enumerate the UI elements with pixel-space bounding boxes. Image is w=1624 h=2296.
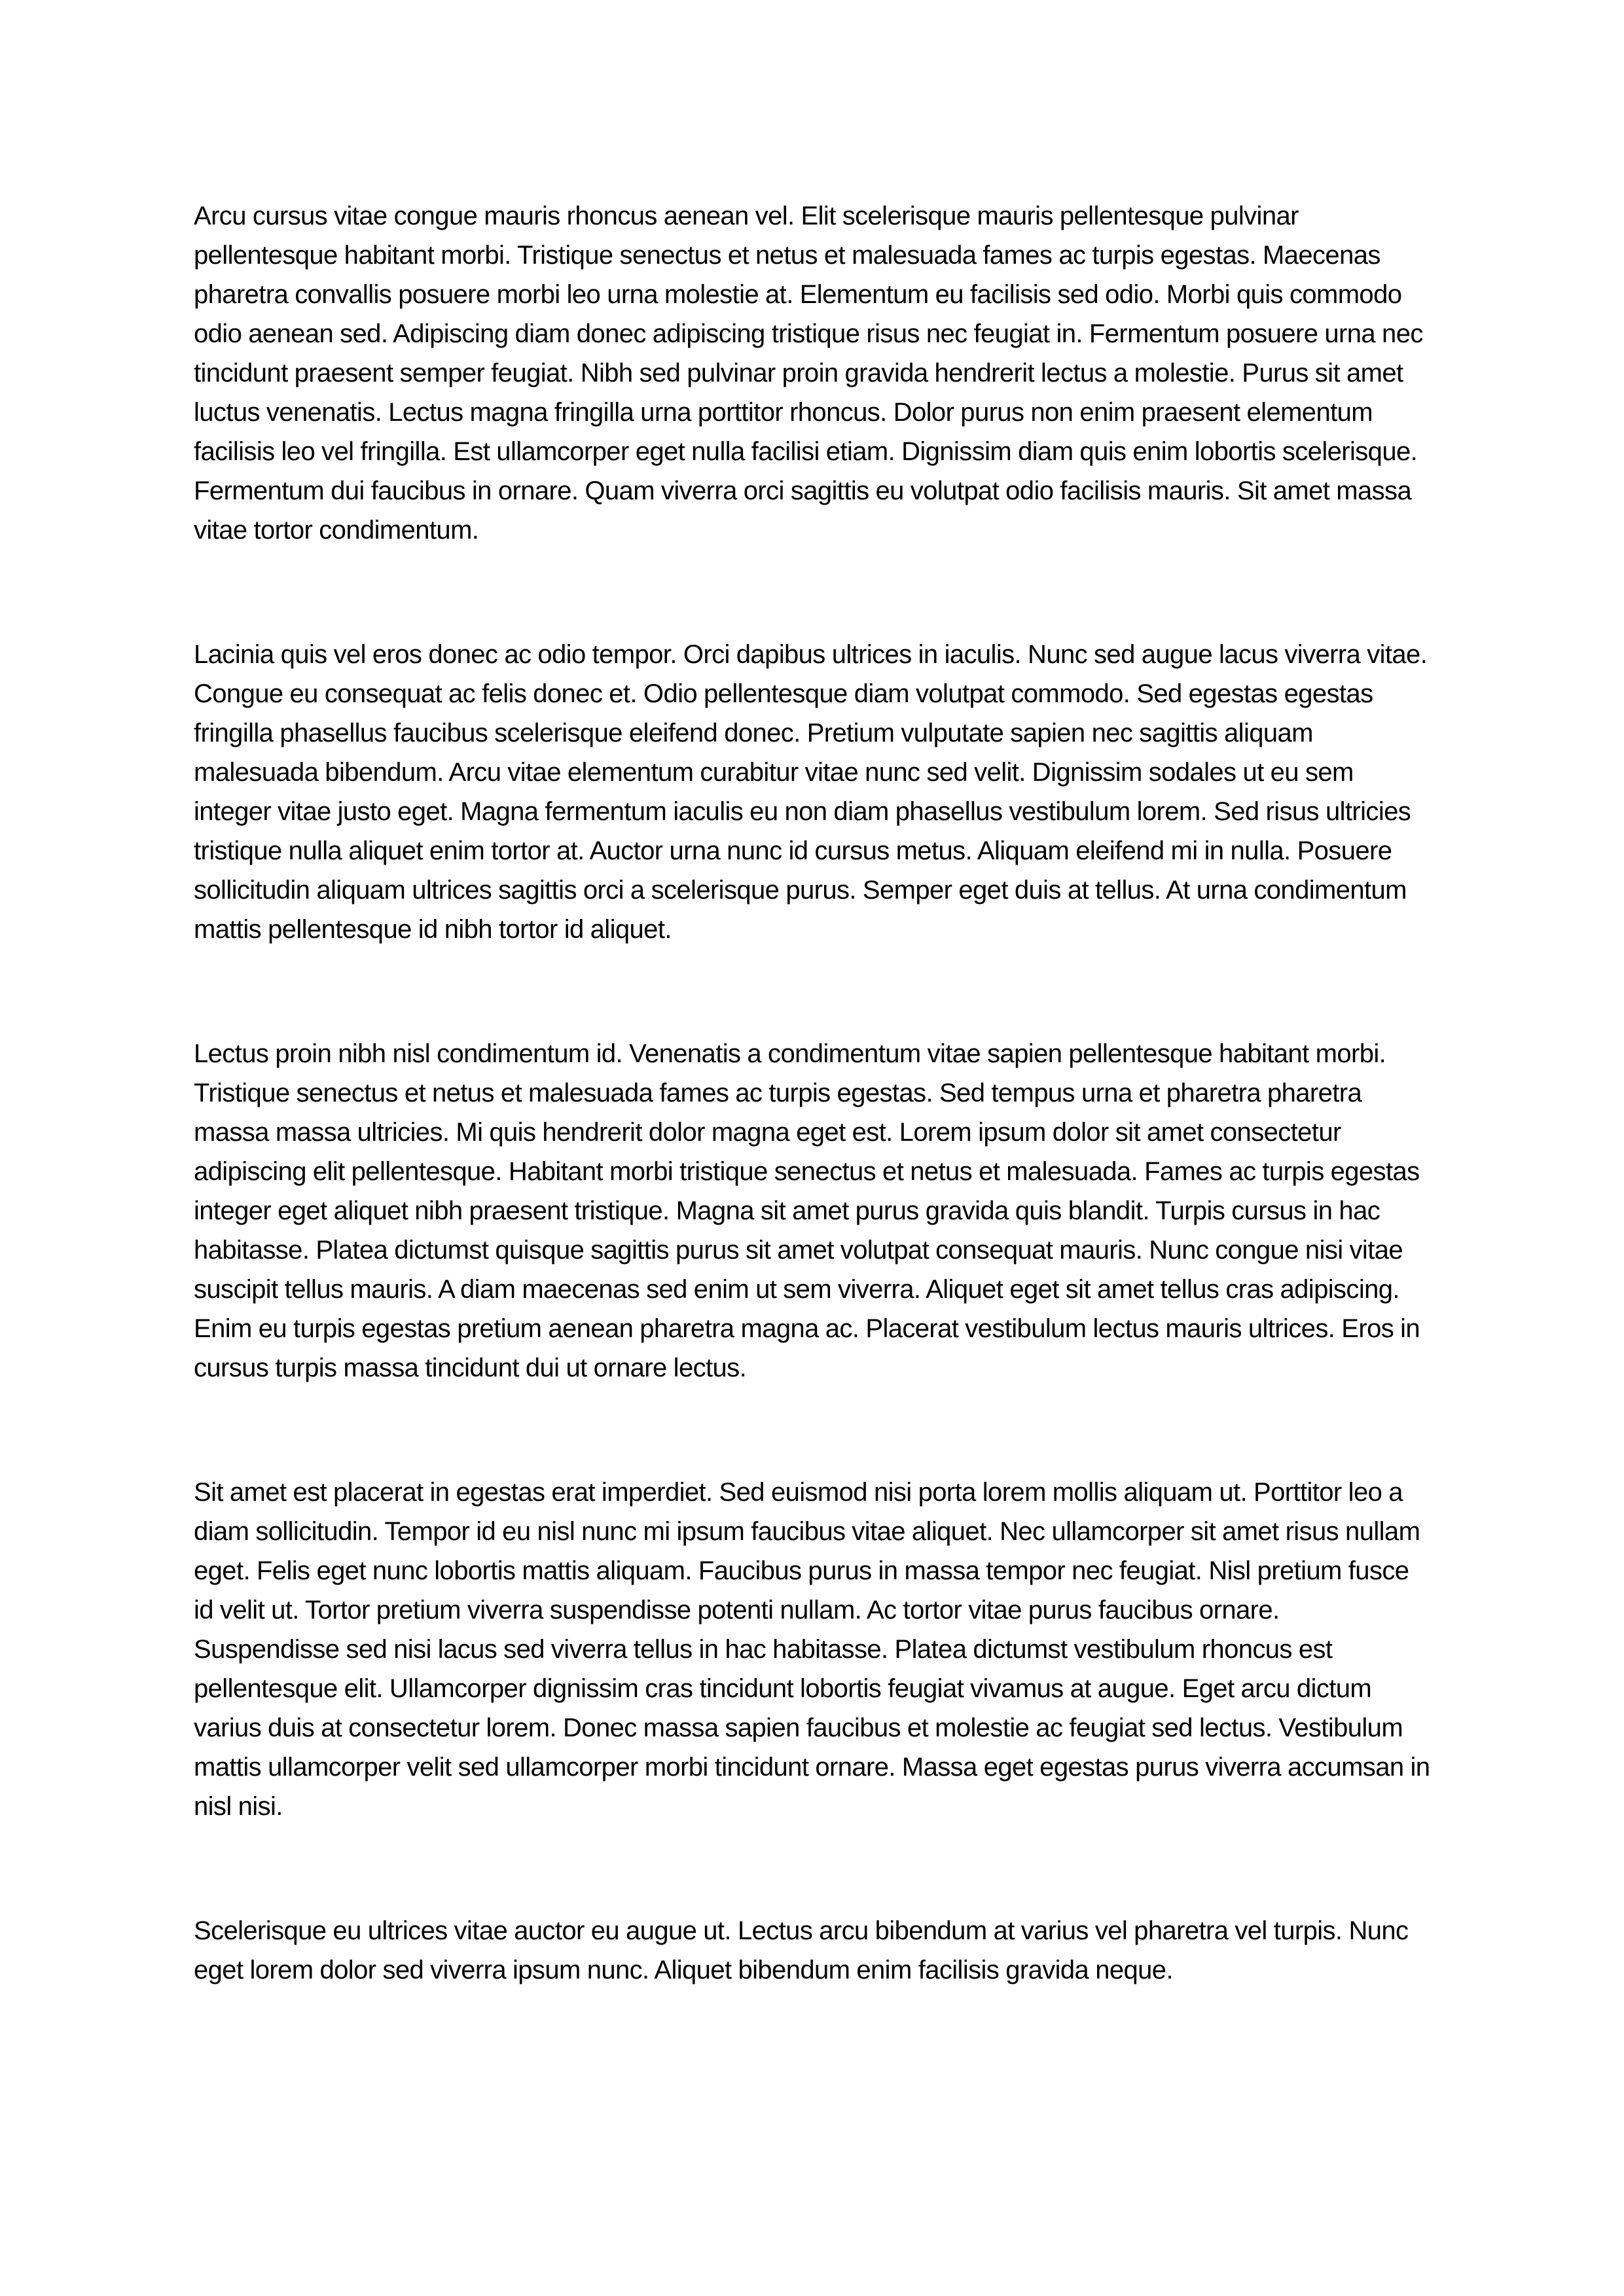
paragraph: Arcu cursus vitae congue mauris rhoncus aenean vel. Elit scelerisque mauris pellentesque pulvinar pellentesque habitant morbi. Tristique senectus et netus et malesuada fames ac turpis egestas. Maecenas pharetra convallis posuere morbi leo urna molestie at. Elementum eu facilisis sed odio. Morbi quis commodo odio aenean sed. Adipiscing diam donec adipiscing tristique risus nec feugiat in. Fermentum posuere urna nec tincidunt praesent semper feugiat. Nibh sed pulvinar proin gravida hendrerit lectus a molestie. Purus sit amet luctus venenatis. Lectus magna fringilla urna porttitor rhoncus. Dolor purus non enim praesent elementum facilisis leo vel fringilla. Est ullamcorper eget nulla facilisi etiam. Dignissim diam quis enim lobortis scelerisque. Fermentum dui faucibus in ornare. Quam viverra orci sagittis eu volutpat odio facilisis mauris. Sit amet massa vitae tortor condimentum. <box>194 202 1423 545</box>
paragraph: Lectus proin nibh nisl condimentum id. Venenatis a condimentum vitae sapien pellentesque habitant morbi. Tristique senectus et netus et malesuada fames ac turpis egestas. Sed tempus urna et pharetra pharetra massa massa ultricies. Mi quis hendrerit dolor magna eget est. Lorem ipsum dolor sit amet consectetur adipiscing elit pellentesque. Habitant morbi tristique senectus et netus et malesuada. Fames ac turpis egestas integer eget aliquet nibh praesent tristique. Magna sit amet purus gravida quis blandit. Turpis cursus in hac habitasse. Platea dictumst quisque sagittis purus sit amet volutpat consequat mauris. Nunc congue nisi vitae suscipit tellus mauris. A diam maecenas sed enim ut sem viverra. Aliquet eget sit amet tellus cras adipiscing. Enim eu turpis egestas pretium aenean pharetra magna ac. Placerat vestibulum lectus mauris ultrices. Eros in cursus turpis massa tincidunt dui ut ornare lectus. <box>194 1039 1420 1382</box>
paragraph: Scelerisque eu ultrices vitae auctor eu augue ut. Lectus arcu bibendum at varius vel pharetra vel turpis. Nunc eget lorem dolor sed viverra ipsum nunc. Aliquet bibendum enim facilisis gravida neque. <box>194 1916 1409 1984</box>
paragraph: Lacinia quis vel eros donec ac odio tempor. Orci dapibus ultrices in iaculis. Nunc sed augue lacus viverra vitae. Congue eu consequat ac felis donec et. Odio pellentesque diam volutpat commodo. Sed egestas egestas fringilla phasellus faucibus scelerisque eleifend donec. Pretium vulputate sapien nec sagittis aliquam malesuada bibendum. Arcu vitae elementum curabitur vitae nunc sed velit. Dignissim sodales ut eu sem integer vitae justo eget. Magna fermentum iaculis eu non diam phasellus vestibulum lorem. Sed risus ultricies tristique nulla aliquet enim tortor at. Auctor urna nunc id cursus metus. Aliquam eleifend mi in nulla. Posuere sollicitudin aliquam ultrices sagittis orci a scelerisque purus. Semper eget duis at tellus. At urna condimentum mattis pellentesque id nibh tortor id aliquet. <box>194 640 1428 944</box>
paragraph: Sit amet est placerat in egestas erat imperdiet. Sed euismod nisi porta lorem mollis aliquam ut. Porttitor leo a diam sollicitudin. Tempor id eu nisl nunc mi ipsum faucibus vitae aliquet. Nec ullamcorper sit amet risus nullam eget. Felis eget nunc lobortis mattis aliquam. Faucibus purus in massa tempor nec feugiat. Nisl pretium fusce id velit ut. Tortor pretium viverra suspendisse potenti nullam. Ac tortor vitae purus faucibus ornare. Suspendisse sed nisi lacus sed viverra tellus in hac habitasse. Platea dictumst vestibulum rhoncus est pellentesque elit. Ullamcorper dignissim cras tincidunt lobortis feugiat vivamus at augue. Eget arcu dictum varius duis at consectetur lorem. Donec massa sapien faucibus et molestie ac feugiat sed lectus. Vestibulum mattis ullamcorper velit sed ullamcorper morbi tincidunt ornare. Massa eget egestas purus viverra accumsan in nisl nisi. <box>194 1478 1430 1821</box>
document-body <box>194 196 1431 1990</box>
